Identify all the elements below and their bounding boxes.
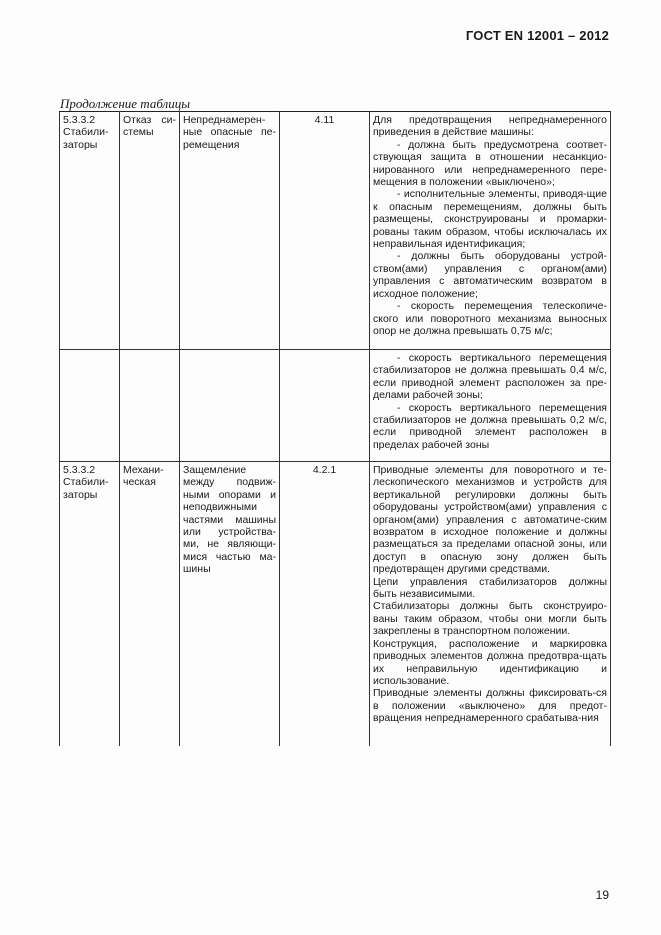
page-number: 19: [595, 888, 609, 902]
event-cell: Непреднамерен-ные опасные пе-ремещения: [180, 112, 280, 350]
measure-text: - должны быть оборудованы устрой-ством(ами) управления с органом(ами) управления с автоматическим возвратом в исходное положение;: [373, 250, 607, 300]
hazard-cell: Механи-ческая: [120, 462, 180, 746]
reference-cell: 4.11: [280, 112, 370, 350]
hazard-cell: [120, 350, 180, 462]
table-row: [60, 112, 611, 350]
event-cell: [180, 350, 280, 462]
measure-text: Приводные элементы должны фиксировать-ся в положении «выключено» для предот-вращения непреднамеренного срабатыва-ния: [373, 687, 607, 725]
document-standard-header: ГОСТ EN 12001 – 2012: [465, 28, 609, 43]
table-continuation-caption: Продолжение таблицы: [60, 96, 191, 111]
measure-text: - должна быть предусмотрена соответ-ствующая защита в отношении несанкцио-нированного или непреднамеренного пере-мещения в положении «выключено»;: [373, 138, 607, 189]
reference-cell: [280, 350, 370, 462]
measure-text: Для предотвращения непреднамеренного приведения в действие машины:: [373, 114, 607, 139]
measures-cell: [370, 350, 611, 462]
table-row: [60, 462, 611, 746]
table-row: [60, 350, 611, 462]
clause-cell: [60, 350, 120, 462]
measure-text: - исполнительные элементы, приводя-щие к опасным перемещениям, должны быть размещены, сконструированы и промарки-рованы таким образом, чтобы исключалась их неправильная идентификация;: [373, 188, 607, 251]
clause-cell: 5.3.3.2 Стабили-заторы: [60, 112, 120, 350]
measures-cell: [370, 112, 611, 350]
hazard-cell: Отказ си-стемы: [120, 112, 180, 350]
measure-text: Приводные элементы для поворотного и те-лескопического механизмов и устройств для вертикальной регулировки должны быть оборудованы устройством(ами) управления с органом(ами) управления с автоматиче-ским возвратом в исходное положение и должны размещаться за пределами опасной зоны, или доступ в опасную зону должен быть предотвращен другими средствами.: [373, 464, 607, 576]
measure-text: Цепи управления стабилизаторов должны быть независимыми.: [373, 575, 607, 601]
requirements-table: [59, 111, 611, 746]
measure-text: Конструкция, расположение и маркировка приводных элементов должна предотвра-щать их неправильную идентификацию и использование.: [373, 637, 607, 687]
clause-cell: 5.3.3.2 Стабили-заторы: [60, 462, 120, 746]
measure-text: - скорость вертикального перемещения стабилизаторов не должна превышать 0,2 м/с, если приводной элемент расположен в пределах рабочей зоны: [373, 401, 607, 451]
measure-text: Стабилизаторы должны быть сконструиро-ваны таким образом, чтобы они могли быть закреплены в транспортном положении.: [373, 600, 607, 638]
reference-cell: 4.2.1: [280, 462, 370, 746]
event-cell: Защемление между подвиж-ными опорами и неподвижными частями машины или устройства-ми, не являющи-мися частью ма-шины: [180, 462, 280, 746]
measure-text: - скорость вертикального перемещения стабилизаторов не должна превышать 0,4 м/с, если приводной элемент расположен за пре-делами рабочей зоны;: [373, 352, 607, 402]
measure-text: - скорость перемещения телескопиче-ского или поворотного механизма выносных опор не должна превышать 0,75 м/с;: [373, 300, 607, 337]
measures-cell: [370, 462, 611, 746]
